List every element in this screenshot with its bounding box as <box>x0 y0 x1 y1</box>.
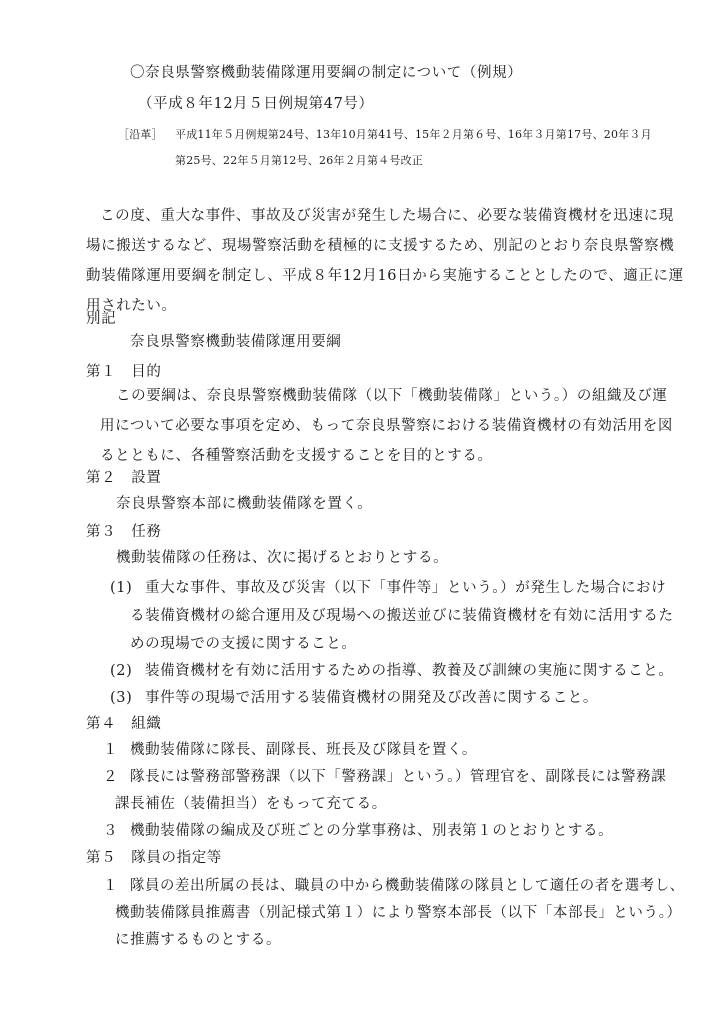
document-subtitle: （平成８年12月５日例規第47号） <box>138 96 374 112</box>
appendix-label: 別記 <box>86 311 117 327</box>
article-2-heading: 第２ 設置 <box>86 470 162 486</box>
appendix-title: 奈良県警察機動装備隊運用要綱 <box>130 334 342 350</box>
article-5-item-1-line-2: 機動装備隊員推薦書（別記様式第１）により警察本部長（以下「本部長」という。） <box>115 905 682 921</box>
revision-history-line-2: 第25号、22年５月第12号、26年２月第４号改正 <box>175 154 423 167</box>
article-1-heading: 第１ 目的 <box>86 364 162 380</box>
article-3-item-1-line-1: 重大な事件、事故及び災害（以下「事件等」という。）が発生した場合におけ <box>145 580 667 596</box>
article-5-item-1-line-3: に推薦するものとする。 <box>115 932 282 948</box>
article-4-item-3-number: ３ <box>103 823 119 839</box>
article-3-lead: 機動装備隊の任務は、次に掲げるとおりとする。 <box>116 550 449 566</box>
intro-line-1: この度、重大な事件、事故及び災害が発生した場合に、必要な装備資機材を迅速に現 <box>100 208 674 224</box>
article-3-item-3-number: (3) <box>110 690 133 706</box>
revision-history-line-1: 平成11年５月例規第24号、13年10月第41号、15年２月第６号、16年３月第17号、20年３月 <box>175 128 652 141</box>
article-1-line-3: るとともに、各種警察活動を支援することを目的とする。 <box>100 448 493 464</box>
intro-line-3: 動装備隊運用要綱を制定し、平成８年12月16日から実施することとしたので、適正に運 <box>86 268 684 284</box>
article-3-heading: 第３ 任務 <box>86 524 162 540</box>
article-4-item-1-number: １ <box>103 742 119 758</box>
intro-line-4: 用されたい。 <box>86 298 177 314</box>
article-5-item-1-number: １ <box>103 878 119 894</box>
article-4-item-2-line-2: 課長補佐（装備担当）をもって充てる。 <box>115 796 387 812</box>
article-1-line-1: この要綱は、奈良県警察機動装備隊（以下「機動装備隊」という。）の組織及び運 <box>116 388 668 404</box>
document-title: 〇奈良県警察機動装備隊運用要綱の制定について（例規） <box>130 65 523 81</box>
article-2-line-1: 奈良県警察本部に機動装備隊を置く。 <box>116 496 373 512</box>
article-5-heading: 第５ 隊員の指定等 <box>86 850 222 866</box>
article-1-line-2: 用について必要な事項を定め、もって奈良県警察における装備資機材の有効活用を図 <box>100 418 673 434</box>
article-3-item-1-number: (1) <box>110 580 133 596</box>
article-4-heading: 第４ 組織 <box>86 716 162 732</box>
article-3-item-2-text: 装備資機材を有効に活用するための指導、教養及び訓練の実施に関すること。 <box>145 663 674 679</box>
article-3-item-1-line-3: めの現場での支援に関すること。 <box>130 636 357 652</box>
article-3-item-1-line-2: る装備資機材の総合運用及び現場への搬送並びに装備資機材を有効に活用するた <box>130 608 674 624</box>
revision-label: ［沿革］ <box>118 128 163 141</box>
article-4-item-2-line-1: 隊長には警務部警務課（以下「警務課」という。）管理官を、副隊長には警務課 <box>130 769 667 785</box>
article-3-item-3-text: 事件等の現場で活用する装備資機材の開発及び改善に関すること。 <box>145 690 598 706</box>
article-4-item-2-number: ２ <box>103 769 119 785</box>
article-4-item-1-text: 機動装備隊に隊長、副隊長、班長及び隊員を置く。 <box>130 742 478 758</box>
article-5-item-1-line-1: 隊員の差出所属の長は、職員の中から機動装備隊の隊員として適任の者を選考し、 <box>130 878 685 894</box>
intro-line-2: 場に搬送するなど、現場警察活動を積極的に支援するため、別記のとおり奈良県警察機 <box>86 238 675 254</box>
article-3-item-2-number: (2) <box>110 663 133 679</box>
article-4-item-3-text: 機動装備隊の編成及び班ごとの分掌事務は、別表第１のとおりとする。 <box>130 823 614 839</box>
